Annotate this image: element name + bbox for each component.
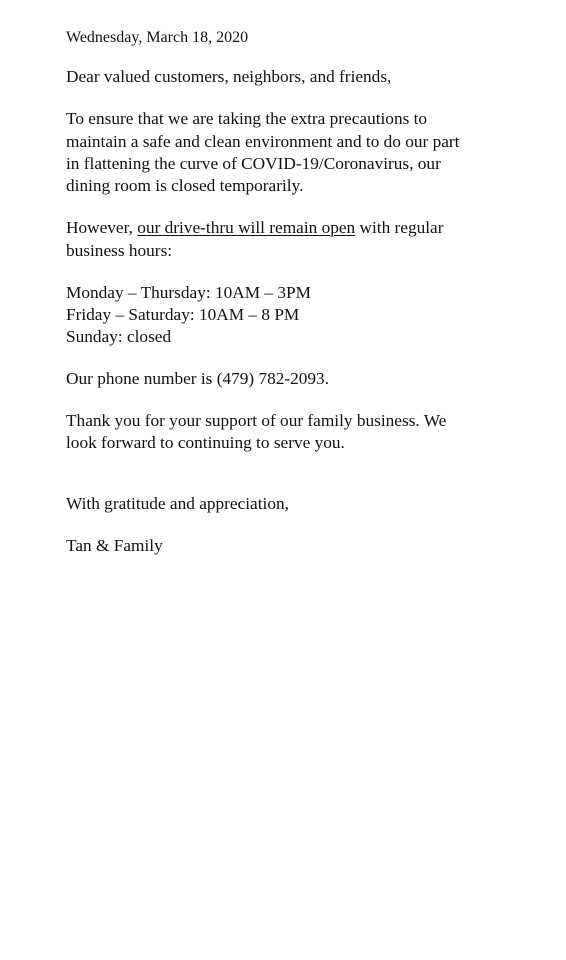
- hours-line: Monday – Thursday: 10AM – 3PM: [66, 283, 311, 302]
- letter-signature: Tan & Family: [66, 536, 163, 555]
- paragraph-line: look forward to continuing to serve you.: [66, 433, 345, 452]
- letter-closing: With gratitude and appreciation,: [66, 494, 289, 513]
- hours-line: Friday – Saturday: 10AM – 8 PM: [66, 305, 300, 324]
- paragraph-line: [66, 217, 536, 239]
- hours-line: Sunday: closed: [66, 327, 172, 346]
- paragraph-line: dining room is closed temporarily.: [66, 176, 304, 195]
- drive-thru-prefix: However,: [66, 218, 138, 237]
- letter-date: Wednesday, March 18, 2020: [66, 29, 249, 46]
- paragraph-line: maintain a safe and clean environment and to do our part: [66, 132, 460, 151]
- drive-thru-open-notice: our drive-thru will remain open: [137, 218, 356, 237]
- paragraph-line: in flattening the curve of COVID-19/Coronavirus, our: [66, 154, 441, 173]
- drive-thru-suffix: with regular: [355, 218, 444, 237]
- paragraph-line: Thank you for your support of our family business. We: [66, 411, 447, 430]
- paragraph-line: business hours:: [66, 241, 173, 260]
- letter-greeting: Dear valued customers, neighbors, and friends,: [66, 67, 392, 86]
- paragraph-line: To ensure that we are taking the extra precautions to: [66, 109, 428, 128]
- phone-line: Our phone number is (479) 782-2093.: [66, 369, 330, 388]
